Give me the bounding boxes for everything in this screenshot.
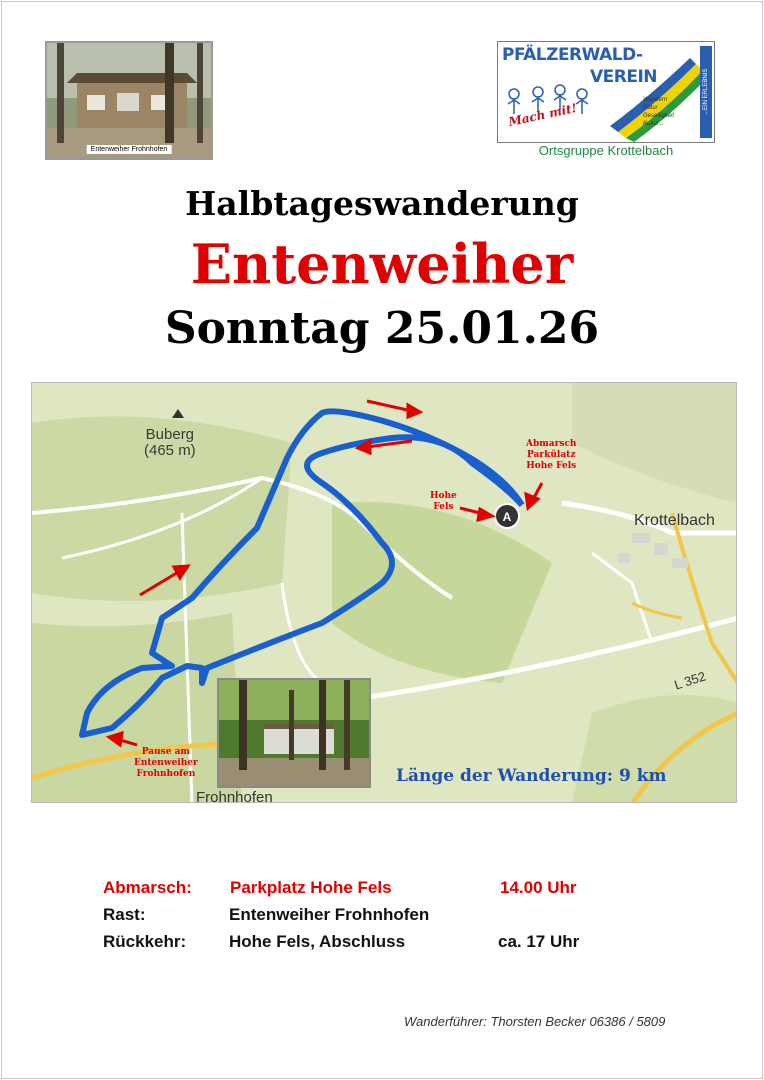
destination-title: Entenweiher: [190, 232, 574, 296]
logo-line: Kultur...: [643, 121, 664, 127]
schedule-label-abmarsch: Abmarsch:: [103, 878, 192, 897]
ortsgruppe-label: Ortsgruppe Krottelbach: [538, 143, 674, 158]
event-type-title: Halbtageswanderung: [185, 184, 579, 223]
schedule-label-rueckkehr: Rückkehr:: [103, 932, 187, 951]
schedule-value-rueckkehr: Hohe Fels, Abschluss: [229, 932, 406, 951]
logo-line: Wandern: [643, 97, 668, 103]
date-title: Sonntag 25.01.26: [164, 303, 600, 354]
annotation-line: Pause am: [141, 747, 190, 757]
schedule-value-rast: Entenweiher Frohnhofen: [229, 905, 430, 924]
schedule-label-rast: Rast:: [103, 905, 146, 924]
logo-name-part1: PFÄLZERWALD-: [502, 45, 643, 65]
logo-name-part2: VEREIN: [590, 67, 658, 87]
frohnhofen-label: Frohnhofen: [196, 789, 273, 803]
start-marker-label: A: [502, 510, 512, 524]
schedule-value-abmarsch: Parkplatz Hohe Fels: [230, 878, 392, 897]
annotation-line: Fels: [433, 502, 454, 512]
route-map: [31, 382, 737, 803]
schedule-time-abmarsch: 14.00 Uhr: [500, 878, 577, 897]
buberg-label: [144, 427, 196, 459]
logo-side-band: ...EIN ERLEBNIS: [700, 46, 712, 138]
header-photo: [45, 41, 213, 160]
annotation-line: Frohnhofen: [136, 769, 196, 779]
logo-slogan: Mach mit!: [507, 100, 579, 130]
logo-line: Natur: [643, 105, 658, 111]
road-label-l352: L 352: [672, 668, 708, 693]
logo-lines: [643, 96, 674, 128]
entenweiher-photo: [217, 678, 371, 788]
annotation-line: Entenweiher: [134, 758, 198, 768]
annotation-abmarsch: [526, 439, 576, 472]
logo-line: Geselligkeit: [643, 113, 675, 119]
krottelbach-label: Krottelbach: [634, 512, 715, 529]
annotation-hohe-fels: [430, 491, 457, 513]
header-photo-caption: Entenweiher Frohnhofen: [87, 145, 172, 154]
guide-contact: Wanderführer: Thorsten Becker 06386 / 5809: [404, 1014, 666, 1029]
annotation-line: Hohe Fels: [526, 461, 577, 471]
annotation-pause: [134, 747, 198, 780]
pwv-logo: [497, 41, 715, 143]
route-length-label: Länge der Wanderung: 9 km: [396, 766, 667, 786]
annotation-line: Hohe: [430, 491, 457, 501]
annotation-line: Abmarsch: [526, 439, 577, 449]
schedule-time-rueckkehr: ca. 17 Uhr: [498, 932, 580, 951]
map-base: [32, 383, 737, 803]
annotation-line: Parkülatz: [527, 450, 576, 460]
logo-graphic: [498, 42, 715, 143]
place-name: Buberg: [145, 426, 195, 443]
place-elevation: (465 m): [144, 442, 196, 459]
